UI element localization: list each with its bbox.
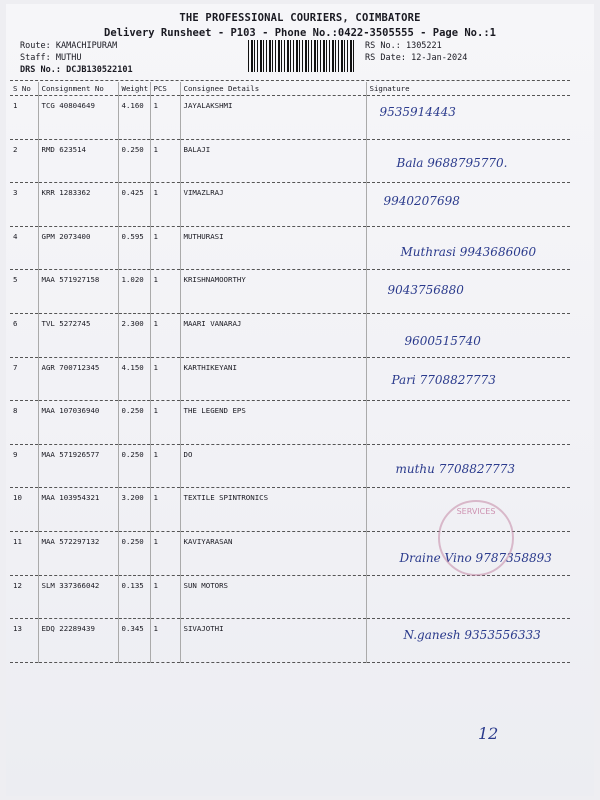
handwritten-signature: Muthrasi 9943686060 — [400, 244, 537, 259]
weight-cell: 1.020 — [118, 270, 150, 314]
weight-cell: 0.595 — [118, 226, 150, 270]
consignment-cell: AGR 700712345 — [38, 357, 118, 401]
table-row — [10, 619, 570, 663]
pcs-cell: 1 — [150, 313, 180, 357]
staff-label: Staff: — [20, 53, 51, 63]
consignee-cell: SUN MOTORS — [180, 575, 366, 619]
consignment-cell: MAA 103954321 — [38, 488, 118, 532]
sno-cell: 1 — [10, 96, 38, 140]
consignment-cell: KRR 1283362 — [38, 183, 118, 227]
signature-cell — [366, 401, 570, 445]
column-header: Weight — [118, 82, 150, 96]
consignment-cell: TVL 5272745 — [38, 313, 118, 357]
route-label: Route: — [20, 41, 51, 51]
consignee-cell: KAVIYARASAN — [180, 531, 366, 575]
column-header: PCS — [150, 82, 180, 96]
sno-cell: 3 — [10, 183, 38, 227]
table-row — [10, 183, 570, 227]
staff-info — [20, 53, 81, 63]
signature-cell — [366, 357, 570, 401]
runsheet-table — [10, 82, 570, 663]
consignee-cell: DO — [180, 444, 366, 488]
sno-cell: 13 — [10, 619, 38, 663]
pcs-cell: 1 — [150, 139, 180, 183]
signature-cell — [366, 619, 570, 663]
drs-label: DRS No.: — [20, 65, 61, 75]
consignee-cell: VIMAZLRAJ — [180, 183, 366, 227]
handwritten-signature: 9940207698 — [383, 194, 460, 209]
route-value: KAMACHIPURAM — [55, 41, 118, 51]
column-header: Consignee Details — [180, 82, 366, 96]
consignment-cell: SLM 337366042 — [38, 575, 118, 619]
table-header-row — [10, 82, 570, 96]
handwritten-signature: 9600515740 — [404, 333, 481, 348]
consignment-cell: MAA 571927158 — [38, 270, 118, 314]
pcs-cell: 1 — [150, 183, 180, 227]
sno-cell: 9 — [10, 444, 38, 488]
weight-cell: 0.250 — [118, 444, 150, 488]
weight-cell: 0.425 — [118, 183, 150, 227]
pcs-cell: 1 — [150, 96, 180, 140]
handwritten-signature: 9043756880 — [387, 283, 464, 298]
table-row — [10, 139, 570, 183]
sno-cell: 5 — [10, 270, 38, 314]
staff-value: MUTHU — [55, 53, 82, 63]
sno-cell: 10 — [10, 488, 38, 532]
consignee-cell: MUTHURASI — [180, 226, 366, 270]
route-info — [20, 41, 117, 51]
signature-cell — [366, 575, 570, 619]
signature-cell — [366, 270, 570, 314]
pcs-cell: 1 — [150, 270, 180, 314]
signature-cell — [366, 226, 570, 270]
pcs-cell: 1 — [150, 401, 180, 445]
handwritten-signature: Bala 9688795770. — [396, 155, 508, 170]
consignee-cell: TEXTILE SPINTRONICS — [180, 488, 366, 532]
weight-cell: 0.345 — [118, 619, 150, 663]
consignee-cell: MAARI VANARAJ — [180, 313, 366, 357]
consignment-cell: EDQ 22289439 — [38, 619, 118, 663]
sno-cell: 11 — [10, 531, 38, 575]
company-title: THE PROFESSIONAL COURIERS, COIMBATORE — [179, 12, 421, 24]
consignment-cell: TCG 40804649 — [38, 96, 118, 140]
pcs-cell: 1 — [150, 444, 180, 488]
consignee-cell: THE LEGEND EPS — [180, 401, 366, 445]
header-rule — [10, 80, 570, 81]
sno-cell: 6 — [10, 313, 38, 357]
pcs-cell: 1 — [150, 619, 180, 663]
weight-cell: 4.160 — [118, 96, 150, 140]
consignment-cell: MAA 107036940 — [38, 401, 118, 445]
consignee-cell: JAYALAKSHMI — [180, 96, 366, 140]
rs-date-label: RS Date: — [365, 53, 406, 63]
weight-cell: 0.250 — [118, 401, 150, 445]
consignee-cell: KRISHNAMOORTHY — [180, 270, 366, 314]
consignment-cell: GPM 2073400 — [38, 226, 118, 270]
column-header: S No — [10, 82, 38, 96]
weight-cell: 0.250 — [118, 139, 150, 183]
pcs-cell: 1 — [150, 357, 180, 401]
handwritten-signature: Draine Vino 9787358893 — [399, 550, 552, 565]
handwritten-signature: N.ganesh 9353556333 — [403, 628, 541, 643]
pcs-cell: 1 — [150, 488, 180, 532]
delivery-stamp — [438, 500, 514, 576]
page-mark: 12 — [478, 724, 499, 743]
consignment-cell: MAA 572297132 — [38, 531, 118, 575]
weight-cell: 0.250 — [118, 531, 150, 575]
table-row — [10, 226, 570, 270]
table-row — [10, 96, 570, 140]
signature-cell — [366, 313, 570, 357]
consignee-cell: SIVAJOTHI — [180, 619, 366, 663]
drs-info — [20, 65, 133, 75]
pcs-cell: 1 — [150, 226, 180, 270]
pcs-cell: 1 — [150, 575, 180, 619]
rs-no-value: 1305221 — [405, 41, 442, 51]
column-header: Signature — [366, 82, 570, 96]
handwritten-signature: Pari 7708827773 — [391, 372, 496, 387]
consignment-cell: RMD 623514 — [38, 139, 118, 183]
table-row — [10, 357, 570, 401]
rs-no-label: RS No.: — [365, 41, 401, 51]
signature-cell — [366, 96, 570, 140]
runsheet-subtitle: Delivery Runsheet - P103 - Phone No.:0422-3505555 - Page No.:1 — [104, 27, 496, 39]
weight-cell: 3.200 — [118, 488, 150, 532]
drs-value: DCJB130522101 — [66, 65, 133, 75]
rs-no-info — [365, 41, 442, 51]
barcode — [248, 40, 356, 72]
sno-cell: 12 — [10, 575, 38, 619]
sno-cell: 4 — [10, 226, 38, 270]
signature-cell — [366, 183, 570, 227]
sno-cell: 2 — [10, 139, 38, 183]
stamp-text: SERVICES — [456, 507, 496, 516]
signature-cell — [366, 444, 570, 488]
weight-cell: 2.300 — [118, 313, 150, 357]
sno-cell: 8 — [10, 401, 38, 445]
handwritten-signature: muthu 7708827773 — [395, 461, 516, 476]
rs-date-info — [365, 53, 467, 63]
consignee-cell: BALAJI — [180, 139, 366, 183]
column-header: Consignment No — [38, 82, 118, 96]
table-row — [10, 575, 570, 619]
pcs-cell: 1 — [150, 531, 180, 575]
rs-date-value: 12-Jan-2024 — [411, 53, 468, 63]
sno-cell: 7 — [10, 357, 38, 401]
table-row — [10, 444, 570, 488]
weight-cell: 4.150 — [118, 357, 150, 401]
signature-cell — [366, 139, 570, 183]
consignee-cell: KARTHIKEYANI — [180, 357, 366, 401]
table-row — [10, 313, 570, 357]
handwritten-signature: 9535914443 — [379, 105, 456, 119]
consignment-cell: MAA 571926577 — [38, 444, 118, 488]
table-row — [10, 270, 570, 314]
weight-cell: 0.135 — [118, 575, 150, 619]
table-row — [10, 401, 570, 445]
